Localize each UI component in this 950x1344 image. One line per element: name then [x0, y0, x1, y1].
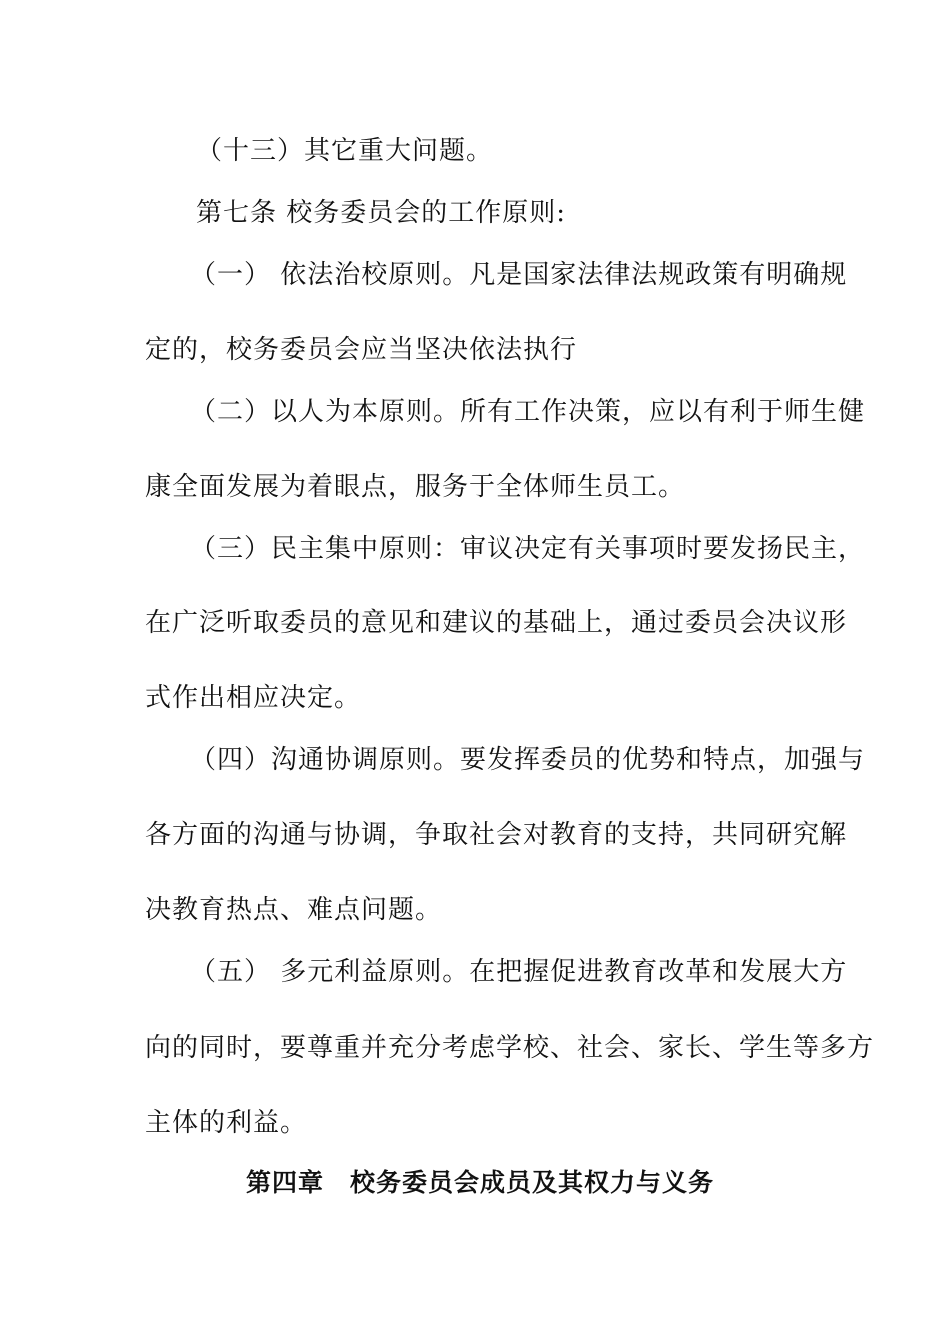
paragraph-line: 式作出相应决定。: [145, 683, 362, 713]
chapter-heading: 第四章 校务委员会成员及其权力与义务: [246, 1168, 715, 1197]
section-heading-article-7: 第七条 校务委员会的工作原则:: [196, 198, 567, 228]
paragraph-line: 康全面发展为着眼点，服务于全体师生员工。: [145, 472, 686, 502]
paragraph-line: 决教育热点、难点问题。: [145, 895, 443, 925]
paragraph-line: （四）沟通协调原则。要发挥委员的优势和特点，加强与: [190, 745, 866, 775]
paragraph-line: （一） 依法治校原则。凡是国家法律法规政策有明确规: [190, 260, 848, 290]
paragraph-line: （三）民主集中原则：审议决定有关事项时要发扬民主，: [190, 534, 866, 564]
paragraph-line: 在广泛听取委员的意见和建议的基础上，通过委员会决议形: [145, 608, 848, 638]
paragraph-line: 定的，校务委员会应当坚决依法执行: [145, 335, 578, 365]
paragraph-line: （五） 多元利益原则。在把握促进教育改革和发展大方: [190, 957, 848, 987]
paragraph-line: 向的同时，要尊重并充分考虑学校、社会、家长、学生等多方: [145, 1033, 875, 1063]
paragraph-line: （二）以人为本原则。所有工作决策，应以有利于师生健: [190, 397, 866, 427]
paragraph-line: 各方面的沟通与协调，争取社会对教育的支持，共同研究解: [145, 820, 848, 850]
paragraph-line: （十三）其它重大问题。: [196, 136, 494, 166]
paragraph-line: 主体的利益。: [145, 1108, 308, 1138]
